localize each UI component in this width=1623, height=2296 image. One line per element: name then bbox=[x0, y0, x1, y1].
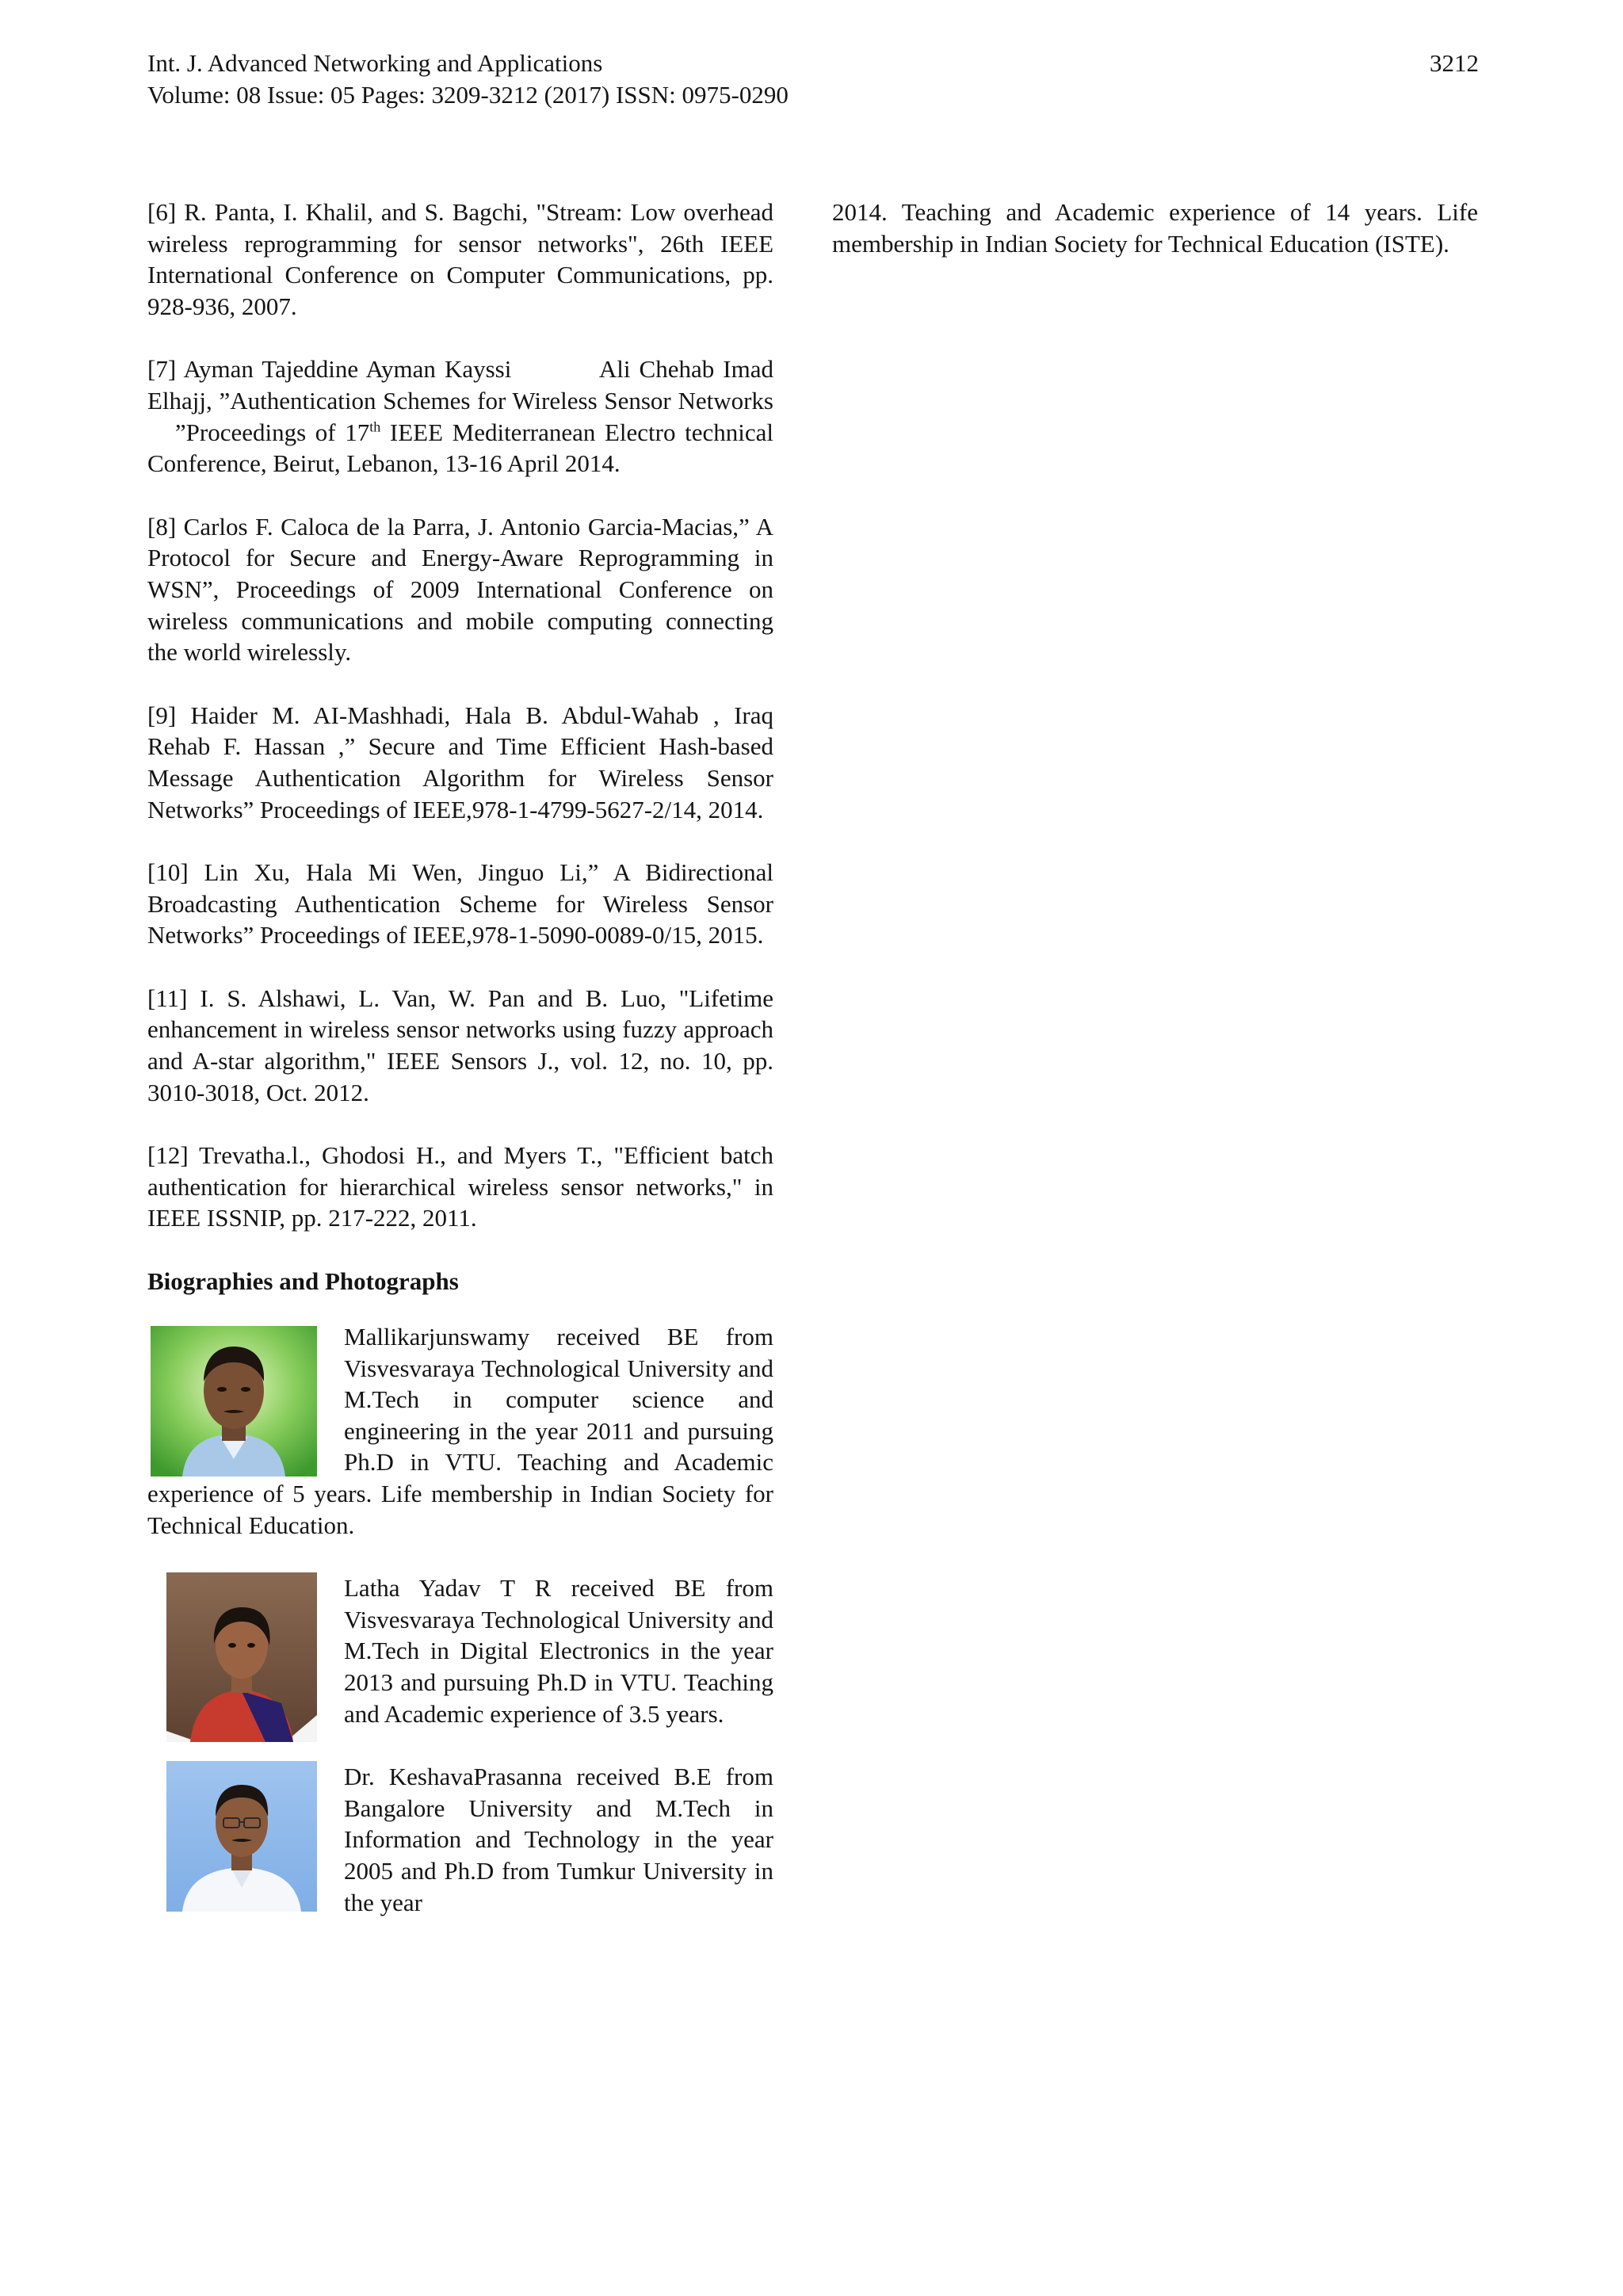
journal-name: Int. J. Advanced Networking and Applications bbox=[147, 49, 603, 77]
reference-7-superscript: th bbox=[369, 418, 381, 435]
biographies-heading: Biographies and Photographs bbox=[147, 1267, 459, 1296]
reference-8: [8] Carlos F. Caloca de la Parra, J. Antonio Garcia-Macias,” A Protocol for Secure and Energy-Aware Reprogramming in WSN”, Proceedings of 2009 International Conference on wireless communications and mobile computing connecting the world wirelessly. bbox=[147, 512, 773, 667]
right-column bbox=[832, 197, 1478, 259]
biography-1-text: Mallikarjunswamy received BE from Visvesvaraya Technological University and M.Tech in computer science and engineering in the year 2011 and pursuing Ph.D in VTU. Teaching and Academic experience of 5 years. Life membership in Indian Society for Technical Education. bbox=[147, 1323, 773, 1539]
reference-9: [9] Haider M. AI-Mashhadi, Hala B. Abdul-Wahab , Iraq Rehab F. Hassan ,” Secure and Time Efficient Hash-based Message Authentication Algorithm for Wireless Sensor Networks” Proceedings of IEEE,978-1-4799-5627-2/14, 2014. bbox=[147, 701, 773, 823]
biography-3-continuation: 2014. Teaching and Academic experience of 14 years. Life membership in Indian Society for Technical Education (ISTE). bbox=[832, 198, 1478, 258]
biography-1 bbox=[147, 1321, 773, 1541]
page-header bbox=[147, 48, 1479, 111]
reference-10: [10] Lin Xu, Hala Mi Wen, Jinguo Li,” A Bidirectional Broadcasting Authentication Scheme for Wireless Sensor Networks” Proceedings of IEEE,978-1-5090-0089-0/15, 2015. bbox=[147, 858, 773, 949]
page-number: 3212 bbox=[1430, 49, 1479, 77]
reference-7-text-b: IEEE Mediterranean Electro technical Conference, Beirut, Lebanon, 13-16 April 2014. bbox=[147, 418, 773, 478]
biography-3-text: Dr. KeshavaPrasanna received B.E from Bangalore University and M.Tech in Information and Technology in the year 2005 and Ph.D from Tumkur University in the year bbox=[344, 1763, 773, 1916]
reference-11: [11] I. S. Alshawi, L. Van, W. Pan and B. Luo, "Lifetime enhancement in wireless sensor networks using fuzzy approach and A-star algorithm," IEEE Sensors J., vol. 12, no. 10, pp. 3010-3018, Oct. 2012. bbox=[147, 984, 773, 1106]
reference-6: [6] R. Panta, I. Khalil, and S. Bagchi, "Stream: Low overhead wireless reprogramming for sensor networks", 26th IEEE International Conference on Computer Communications, pp. 928-936, 2007. bbox=[147, 198, 773, 320]
biography-3 bbox=[147, 1761, 773, 1918]
left-column bbox=[147, 197, 773, 1950]
volume-info: Volume: 08 Issue: 05 Pages: 3209-3212 (2017) ISSN: 0975-0290 bbox=[147, 81, 789, 109]
reference-7 bbox=[147, 353, 773, 479]
reference-7-text-a: [7] Ayman Tajeddine Ayman Kayssi Ali Chehab Imad Elhajj, ”Authentication Schemes for Wireless Sensor Networks ”Proceedings of 17 bbox=[147, 355, 773, 446]
author-photo-3 bbox=[166, 1761, 317, 1912]
biography-2 bbox=[147, 1572, 773, 1729]
reference-12: [12] Trevatha.l., Ghodosi H., and Myers T., "Efficient batch authentication for hierarchical wireless sensor networks," in IEEE ISSNIP, pp. 217-222, 2011. bbox=[147, 1141, 773, 1232]
author-photo-1 bbox=[151, 1326, 317, 1477]
author-photo-2 bbox=[166, 1572, 317, 1742]
biography-2-text: Latha Yadav T R received BE from Visvesvaraya Technological University and M.Tech in Digital Electronics in the year 2013 and pursuing Ph.D in VTU. Teaching and Academic experience of 3.5 years. bbox=[344, 1574, 773, 1728]
